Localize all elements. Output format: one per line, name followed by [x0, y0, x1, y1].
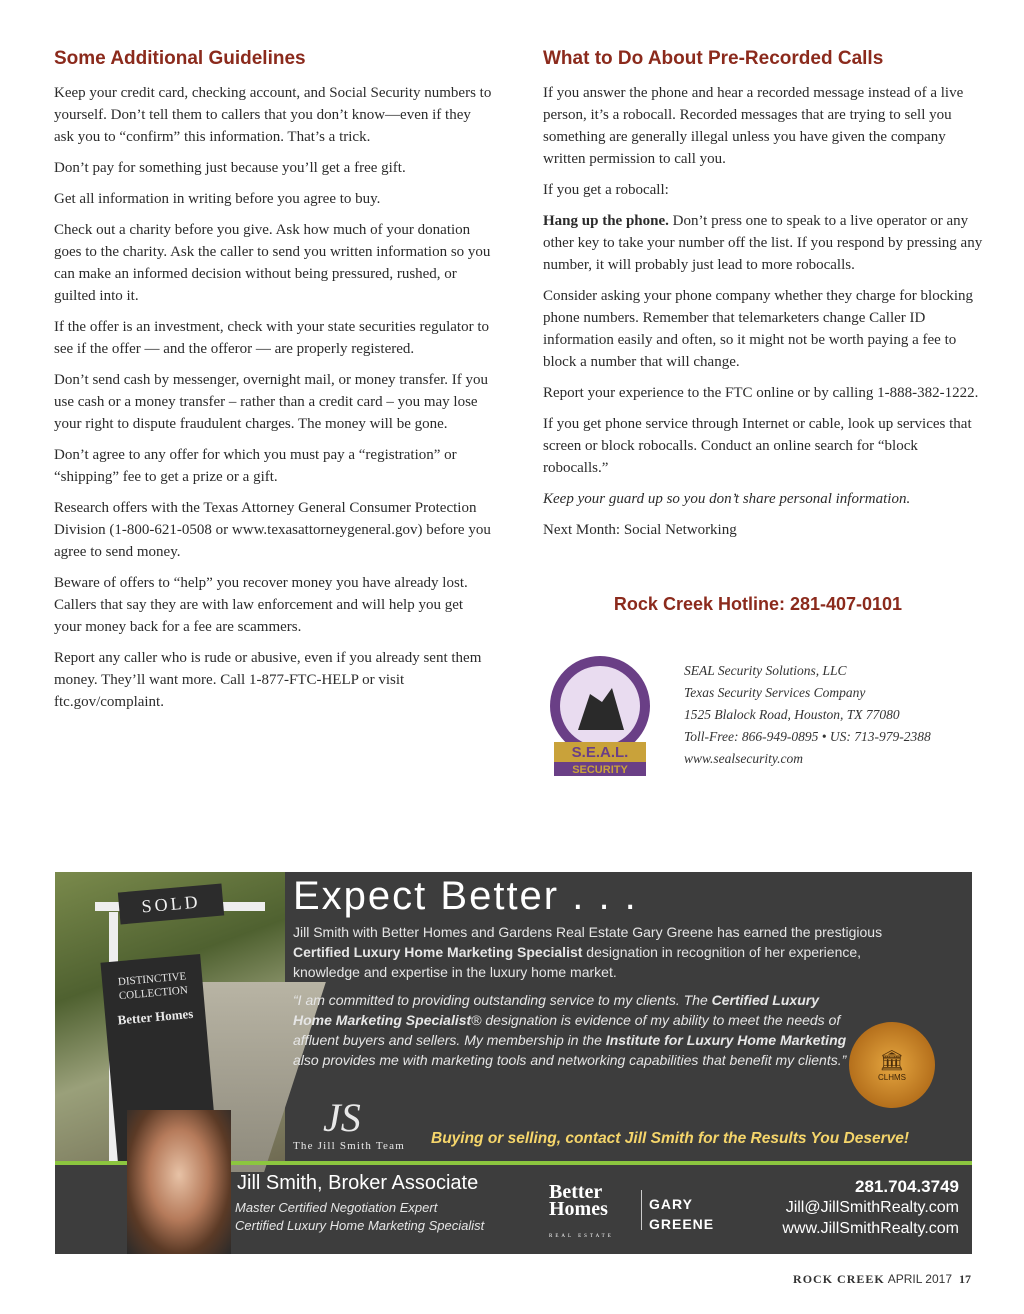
seal-logo — [540, 650, 660, 780]
team-name: The Jill Smith Team — [293, 1140, 405, 1152]
robocalls-heading: What to Do About Pre-Recorded Calls — [543, 48, 884, 69]
guideline-paragraph: Don’t pay for something just because you’ll get a free gift. — [54, 160, 406, 176]
robocalls-paragraph: If you get phone service through Internet or cable, look up services that screen or block robocalls. Conduct an online search for “block robocalls.” — [543, 416, 972, 476]
guidelines-heading: Some Additional Guidelines — [54, 48, 306, 69]
agent-phone: 281.704.3749 — [855, 1177, 959, 1196]
robocalls-paragraph: If you get a robocall: — [543, 182, 669, 198]
guideline-paragraph: If the offer is an investment, check with your state securities regulator to see if the offer — and the offeror — are properly registered. — [54, 319, 489, 357]
clhms-badge-icon: 🏛 CLHMS — [849, 1022, 935, 1108]
agent-contact — [739, 1176, 959, 1239]
page-number: 17 — [959, 1272, 971, 1286]
magazine-name: ROCK CREEK — [793, 1272, 885, 1286]
gary-greene-logo: GARY GREENE — [649, 1196, 715, 1232]
seal-logo-title: S.E.A.L. — [571, 744, 629, 761]
guidelines-column — [54, 48, 494, 722]
hotline: Rock Creek Hotline: 281-407-0101 — [613, 594, 903, 614]
guideline-paragraph: Beware of offers to “help” you recover money you have already lost. Callers that say they are with law enforcement and will help you get your money back for a fee are scammers. — [54, 575, 468, 635]
agent-title: Master Certified Negotiation Expert — [235, 1200, 438, 1215]
robocalls-column — [543, 48, 983, 550]
guideline-paragraph: Check out a charity before you give. Ask how much of your donation goes to the charity. Ask the caller to send you written information so you can make an informed decision without being pressured, rushed, or guilted into it. — [54, 222, 491, 304]
guideline-paragraph: Keep your credit card, checking account, and Social Security numbers to yourself. Don’t tell them to callers that you don’t know—even if they ask you to “confirm” this information. That’s a trick. — [54, 85, 492, 145]
seal-address: 1525 Blalock Road, Houston, TX 77080 — [684, 707, 900, 722]
guideline-paragraph: Don’t agree to any offer for which you must pay a “registration” or “shipping” fee to get a prize or a gift. — [54, 447, 457, 485]
seal-logo-sub: SECURITY — [572, 764, 628, 776]
jill-smith-monogram: JS — [323, 1095, 361, 1140]
seal-type: Texas Security Services Company — [684, 685, 866, 700]
logo-divider — [641, 1190, 642, 1230]
ad-headline: Expect Better . . . — [293, 874, 638, 918]
ad-call-to-action: Buying or selling, contact Jill Smith for the Results You Deserve! — [431, 1130, 910, 1147]
ad-intro: Jill Smith with Better Homes and Gardens Real Estate Gary Greene has earned the prestigious Certified Luxury Home Marketing Specialist designation in recognition of her experience, knowledge and expertise in the luxury home market. — [293, 924, 883, 980]
agent-portrait — [127, 1110, 231, 1254]
guideline-paragraph: Report any caller who is rude or abusive, even if you already sent them money. They’ll want more. Call 1-877-FTC-HELP or visit ftc.gov/complaint. — [54, 650, 482, 710]
robocalls-paragraph: Report your experience to the FTC online or by calling 1-888-382-1222. — [543, 385, 979, 401]
realty-ad — [55, 872, 972, 1254]
hang-up-text: Don’t press one to speak to a live operator or any other key to take your number off the list. If you respond by pressing any number, it will probably just lead to more robocalls. — [543, 213, 983, 273]
next-month: Next Month: Social Networking — [543, 522, 737, 538]
collection-sign: DISTINCTIVE COLLECTION Better Homes — [100, 954, 217, 1162]
guard-note: Keep your guard up so you don’t share personal information. — [543, 491, 911, 507]
hang-up-lead: Hang up the phone. — [543, 213, 669, 229]
ad-quote: “I am committed to providing outstanding service to my clients. The Certified Luxury Home Marketing Specialist® designation is evidence of my ability to meet the needs of affluent buyers and sellers. My membership in the Institute for Luxury Home Marketing also provides me with marketing tools and networking capabilities that benefit my clients.” — [293, 992, 847, 1068]
agent-title: Certified Luxury Home Marketing Specialist — [235, 1218, 485, 1233]
guideline-paragraph: Don’t send cash by messenger, overnight mail, or money transfer. If you use cash or a money transfer – rather than a credit card – you may lose your right to dispute fraudulent charges. The money will be gone. — [54, 372, 489, 432]
agent-website: www.JillSmithRealty.com — [782, 1220, 959, 1237]
agent-email: Jill@JillSmithRealty.com — [785, 1199, 959, 1216]
sold-sign: SOLD — [118, 884, 224, 925]
seal-phone: Toll-Free: 866-949-0895 • US: 713-979-2388 — [684, 729, 931, 744]
robocalls-paragraph: Consider asking your phone company whether they charge for blocking phone numbers. Remember that telemarketers change Caller ID information easily and often, so it might not be worth paying a fee to block a number that will change. — [543, 288, 974, 370]
seal-website: www.sealsecurity.com — [684, 751, 803, 766]
issue-date: APRIL 2017 — [887, 1272, 952, 1286]
robocalls-intro: If you answer the phone and hear a recorded message instead of a live person, it’s a robocall. Recorded messages that are trying to sell you something are generally illegal unless you have given the company written permission to call you. — [543, 85, 964, 167]
robocalls-paragraph — [543, 210, 983, 276]
bhg-logo: Better Homes REAL ESTATE — [549, 1181, 614, 1239]
guideline-paragraph: Get all information in writing before you agree to buy. — [54, 191, 381, 207]
agent-name: Jill Smith, Broker Associate — [237, 1172, 479, 1194]
seal-info — [684, 660, 984, 770]
guideline-paragraph: Research offers with the Texas Attorney General Consumer Protection Division (1-800-621-0508 or www.texasattorneygeneral.gov) before you agree to send money. — [54, 500, 491, 560]
page-footer — [793, 1272, 971, 1287]
seal-company: SEAL Security Solutions, LLC — [684, 663, 847, 678]
